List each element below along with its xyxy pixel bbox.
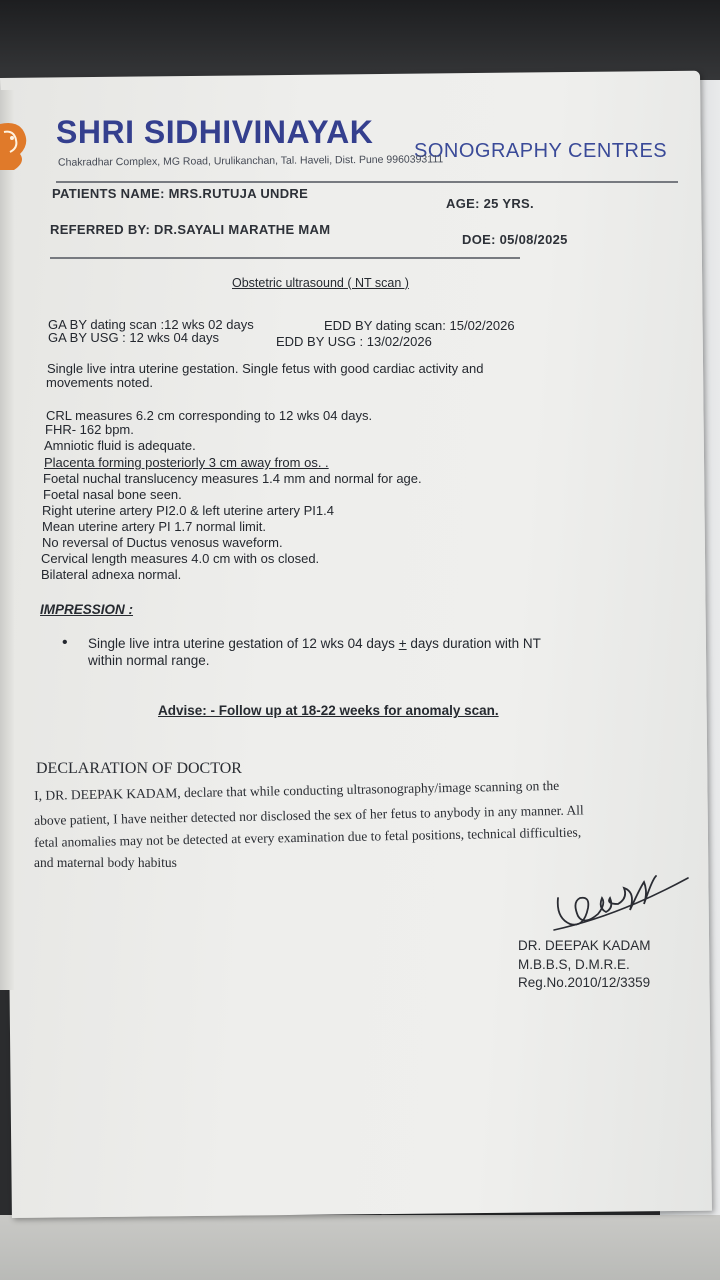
header-divider — [56, 181, 678, 183]
finding-crl: CRL measures 6.2 cm corresponding to 12 wks 04 days. — [46, 408, 373, 423]
declaration-line-1: I, DR. DEEPAK KADAM, declare that while conducting ultrasonography/image scanning on the — [34, 777, 560, 803]
impression-line-1 — [88, 636, 541, 651]
patient-divider — [50, 257, 520, 259]
declaration-line-3: fetal anomalies may not be detected at every examination due to fetal positions, technical difficulties, — [34, 824, 582, 850]
finding-nuchal-translucency: Foetal nuchal translucency measures 1.4 mm and normal for age. — [43, 471, 422, 486]
brand-name: SHRI SIDHIVINAYAK — [56, 114, 374, 150]
finding-placenta: Placenta forming posteriorly 3 cm away from os. . — [44, 455, 329, 470]
background-bottom — [0, 1215, 720, 1280]
doctor-reg-no: Reg.No.2010/12/3359 — [518, 975, 651, 990]
finding-mean-uterine-artery: Mean uterine artery PI 1.7 normal limit. — [42, 519, 266, 534]
edd-dating-scan: EDD BY dating scan: 15/02/2026 — [324, 318, 515, 333]
impression-bullet: • — [62, 634, 68, 651]
report-title: Obstetric ultrasound ( NT scan ) — [232, 276, 409, 290]
ga-dating-scan: GA BY dating scan :12 wks 02 days — [48, 317, 254, 332]
declaration-line-4: and maternal body habitus — [34, 855, 177, 870]
advise-note: Advise: - Follow up at 18-22 weeks for anomaly scan. — [158, 703, 499, 718]
finding-cervical-length: Cervical length measures 4.0 cm with os closed. — [41, 551, 320, 566]
finding-uterine-artery: Right uterine artery PI2.0 & left uterine artery PI1.4 — [42, 503, 334, 518]
impression-text: Single live intra uterine gestation of 12 wks 04 days — [88, 636, 395, 651]
gestation-line-1: Single live intra uterine gestation. Single fetus with good cardiac activity and — [47, 361, 484, 376]
doctor-name: DR. DEEPAK KADAM — [518, 938, 651, 953]
brand-subtitle: SONOGRAPHY CENTRES — [414, 140, 668, 162]
finding-amniotic-fluid: Amniotic fluid is adequate. — [44, 438, 196, 453]
impression-heading: IMPRESSION : — [40, 602, 134, 617]
impression-line-2: within normal range. — [88, 653, 210, 668]
finding-fhr: FHR- 162 bpm. — [45, 422, 134, 437]
referred-by: REFERRED BY: DR.SAYALI MARATHE MAM — [50, 222, 331, 237]
ga-usg: GA BY USG : 12 wks 04 days — [48, 330, 220, 345]
patient-age: AGE: 25 YRS. — [446, 196, 534, 211]
gestation-line-2: movements noted. — [46, 375, 153, 390]
ganesha-logo-icon — [0, 118, 30, 172]
clinic-address: Chakradhar Complex, MG Road, Urulikanchan, Tal. Haveli, Dist. Pune 9960393111 — [57, 153, 444, 169]
impression-text-end: days duration with NT — [410, 636, 541, 651]
doctor-qualification: M.B.B.S, D.M.R.E. — [518, 957, 630, 972]
date-of-exam: DOE: 05/08/2025 — [462, 232, 568, 247]
edd-usg: EDD BY USG : 13/02/2026 — [276, 334, 432, 349]
finding-nasal-bone: Foetal nasal bone seen. — [43, 487, 182, 502]
finding-ductus-venosus: No reversal of Ductus venosus waveform. — [42, 535, 283, 550]
plus-minus-symbol: + — [398, 636, 407, 651]
declaration-heading: DECLARATION OF DOCTOR — [36, 760, 242, 777]
sheet-edge — [0, 90, 14, 990]
finding-adnexa: Bilateral adnexa normal. — [41, 567, 182, 582]
patient-name: PATIENTS NAME: MRS.RUTUJA UNDRE — [52, 186, 309, 201]
declaration-line-2: above patient, I have neither detected nor disclosed the sex of her fetus to anybody in any manner. All — [34, 802, 584, 828]
doctor-signature — [548, 868, 698, 938]
